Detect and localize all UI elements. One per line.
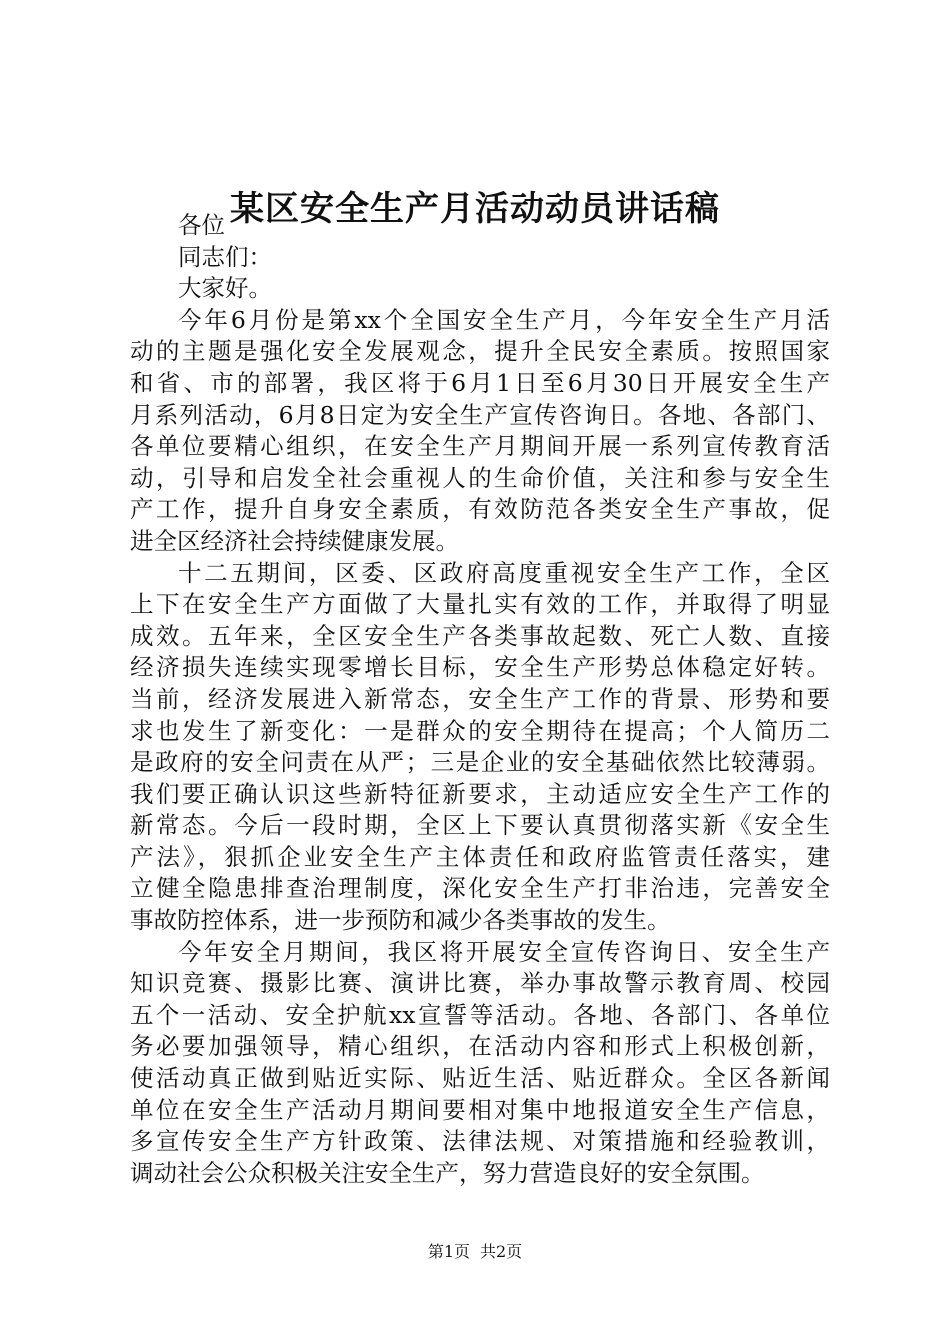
salutation-line: 大家好。 <box>178 274 272 303</box>
text-line: 今年安全月期间，我区将开展安全宣传咨询日、安全生产 <box>178 937 830 966</box>
salutation-line: 各位 <box>178 211 225 239</box>
text-line: 务必要加强领导，精心组织，在活动内容和形式上积极创新， <box>130 1032 830 1061</box>
text-line: 经济损失连续实现零增长目标，安全生产形势总体稳定好转。 <box>130 653 830 682</box>
text-line: 产法》，狠抓企业安全生产主体责任和政府监管责任落实，建 <box>130 842 830 871</box>
text-line: 和省、市的部署，我区将于6月1日至6月30日开展安全生产 <box>130 368 830 397</box>
text-line: 动，引导和启发全社会重视人的生命价值，关注和参与安全生 <box>130 463 830 492</box>
text-line: 上下在安全生产方面做了大量扎实有效的工作，并取得了明显 <box>130 590 830 619</box>
text-line: 新常态。今后一段时期，全区上下要认真贯彻落实新《安全生 <box>130 811 830 840</box>
text-line: 是政府的安全问责在从严；三是企业的安全基础依然比较薄弱。 <box>130 748 830 777</box>
text-line: 单位在安全生产活动月期间要相对集中地报道安全生产信息， <box>130 1095 830 1124</box>
paragraph-1 <box>130 305 830 558</box>
text-line: 月系列活动，6月8日定为安全生产宣传咨询日。各地、各部门、 <box>130 400 830 429</box>
text-line: 求也发生了新变化：一是群众的安全期待在提高；个人简历二 <box>130 716 830 745</box>
document-title: 某区安全生产月活动动员讲话稿 <box>230 189 720 229</box>
text-line: 十二五期间，区委、区政府高度重视安全生产工作，全区 <box>178 558 830 587</box>
text-line: 动的主题是强化安全发展观念，提升全民安全素质。按照国家 <box>130 337 830 366</box>
text-line: 立健全隐患排查治理制度，深化安全生产打非治违，完善安全 <box>130 874 830 903</box>
text-line: 产工作，提升自身安全素质，有效防范各类安全生产事故，促 <box>130 495 830 524</box>
text-line: 使活动真正做到贴近实际、贴近生活、贴近群众。全区各新闻 <box>130 1064 830 1093</box>
salutation-line: 同志们： <box>178 242 272 271</box>
text-line: 今年6月份是第xx个全国安全生产月，今年安全生产月活 <box>178 305 830 334</box>
paragraph-3 <box>130 937 830 1190</box>
page-number: 第1页 <box>427 1242 470 1261</box>
paragraph-2 <box>130 558 830 937</box>
text-line: 当前，经济发展进入新常态，安全生产工作的背景、形势和要 <box>130 684 830 713</box>
text-line: 成效。五年来，全区安全生产各类事故起数、死亡人数、直接 <box>130 621 830 650</box>
text-line: 调动社会公众积极关注安全生产，努力营造良好的安全氛围。 <box>130 1158 765 1187</box>
page-total: 共2页 <box>480 1242 523 1261</box>
text-line: 知识竞赛、摄影比赛、演讲比赛，举办事故警示教育周、校园 <box>130 969 830 998</box>
text-line: 我们要正确认识这些新特征新要求，主动适应安全生产工作的 <box>130 779 830 808</box>
text-line: 多宣传安全生产方针政策、法律法规、对策措施和经验教训， <box>130 1127 830 1156</box>
text-line: 五个一活动、安全护航xx宣誓等活动。各地、各部门、各单位 <box>130 1000 830 1029</box>
document-body <box>130 210 830 1189</box>
text-line: 进全区经济社会持续健康发展。 <box>130 526 459 555</box>
text-line: 事故防控体系，进一步预防和减少各类事故的发生。 <box>130 906 671 935</box>
page-footer <box>0 1240 950 1264</box>
text-line: 各单位要精心组织，在安全生产月期间开展一系列宣传教育活 <box>130 432 830 461</box>
